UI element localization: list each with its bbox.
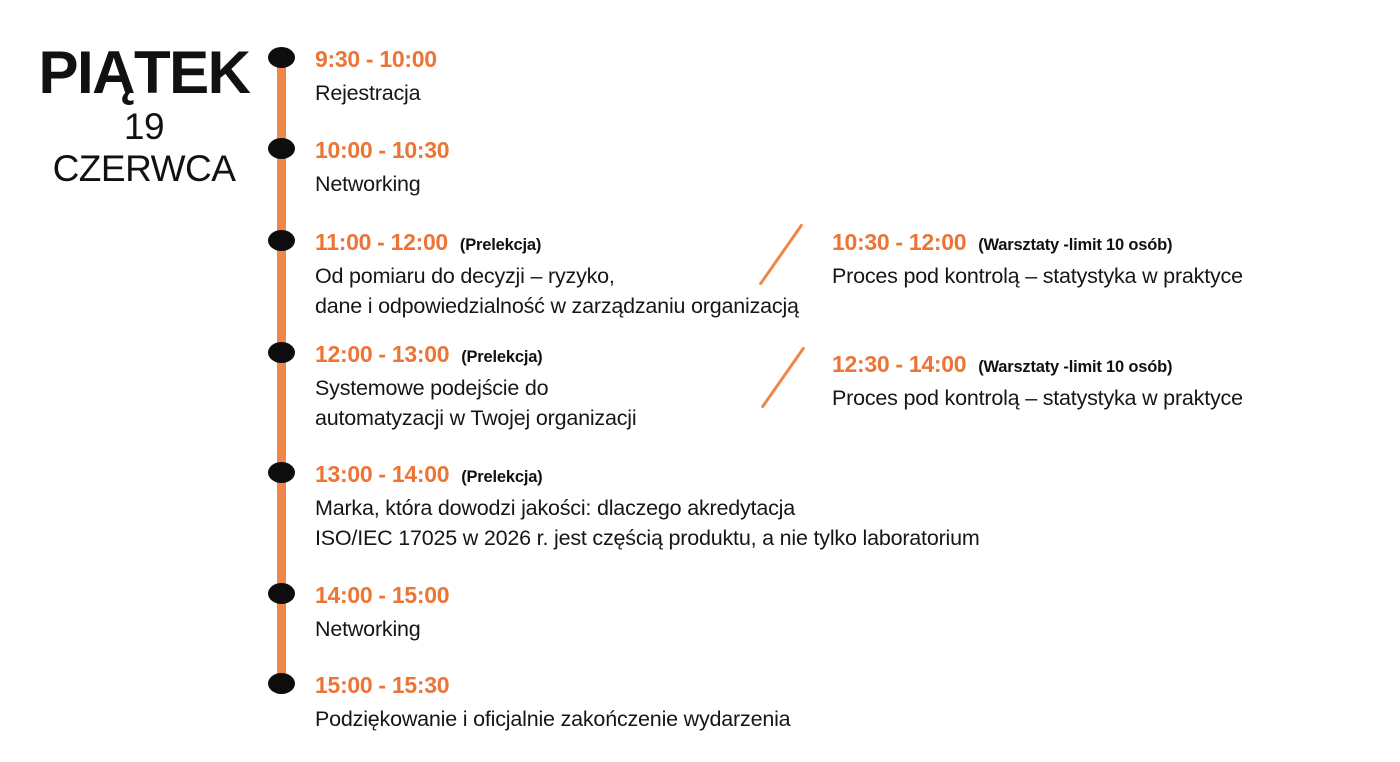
workshop-tag: (Warsztaty -limit 10 osób) [978, 358, 1173, 376]
workshop-connector-slash [761, 346, 806, 408]
session-entry-prelekcja-1 [315, 227, 799, 321]
session-entry-zakonczenie [315, 670, 790, 734]
session-time-row [315, 459, 980, 493]
timeline-dot [268, 673, 295, 694]
session-time: 10:00 - 10:30 [315, 137, 450, 163]
timeline-dot [268, 47, 295, 68]
timeline-dot [268, 138, 295, 159]
session-entry-rejestracja [315, 44, 449, 108]
session-entry-networking-1 [315, 135, 461, 199]
session-time: 11:00 - 12:00 [315, 229, 448, 255]
timeline-dot [268, 583, 295, 604]
day-date: 19 CZERWCA [52, 106, 236, 189]
session-time-row [315, 580, 461, 614]
session-title-line: Networking [315, 617, 421, 641]
session-title-line: ISO/IEC 17025 w 2026 r. jest częścią produktu, a nie tylko laboratorium [315, 526, 980, 550]
session-time-row [315, 339, 636, 373]
session-time-row [315, 135, 461, 169]
workshop-time: 10:30 - 12:00 [832, 229, 967, 255]
session-title-line: Podziękowanie i oficjalnie zakończenie wydarzenia [315, 707, 791, 731]
workshop-time-row [832, 227, 1243, 261]
session-title-line: Networking [315, 172, 421, 196]
session-title-line: Od pomiaru do decyzji – ryzyko, [315, 264, 615, 288]
timeline-dot [268, 230, 295, 251]
session-tag: (Prelekcja) [459, 236, 542, 254]
workshop-title: Proces pod kontrolą – statystyka w praktyce [832, 264, 1243, 288]
day-header [36, 39, 252, 190]
session-time: 9:30 - 10:00 [315, 46, 437, 72]
session-title-line: Rejestracja [315, 81, 421, 105]
workshop-entry-2 [832, 349, 1243, 413]
workshop-time-row [832, 349, 1243, 383]
session-title-line: Systemowe podejście do [315, 376, 549, 400]
session-time: 13:00 - 14:00 [315, 461, 450, 487]
timeline-dot [268, 342, 295, 363]
session-tag: (Prelekcja) [461, 468, 543, 486]
day-name: PIĄTEK [38, 39, 250, 106]
session-title-line: Marka, która dowodzi jakości: dlaczego akredytacja [315, 496, 795, 520]
session-entry-networking-2 [315, 580, 461, 644]
session-title-line: automatyzacji w Twojej organizacji [315, 406, 637, 430]
workshop-entry-1 [832, 227, 1243, 291]
timeline-dot [268, 462, 295, 483]
session-entry-prelekcja-3 [315, 459, 980, 553]
workshop-title: Proces pod kontrolą – statystyka w praktyce [832, 386, 1243, 410]
session-entry-prelekcja-2 [315, 339, 636, 433]
session-title-line: dane i odpowiedzialność w zarządzaniu organizacją [315, 294, 799, 318]
workshop-tag: (Warsztaty -limit 10 osób) [978, 236, 1173, 254]
workshop-time: 12:30 - 14:00 [832, 351, 967, 377]
session-time: 14:00 - 15:00 [315, 582, 450, 608]
session-tag: (Prelekcja) [461, 348, 543, 366]
session-time: 12:00 - 13:00 [315, 341, 450, 367]
session-time-row [315, 227, 799, 261]
session-time-row [315, 44, 449, 78]
session-time-row [315, 670, 790, 704]
session-time: 15:00 - 15:30 [315, 672, 450, 698]
